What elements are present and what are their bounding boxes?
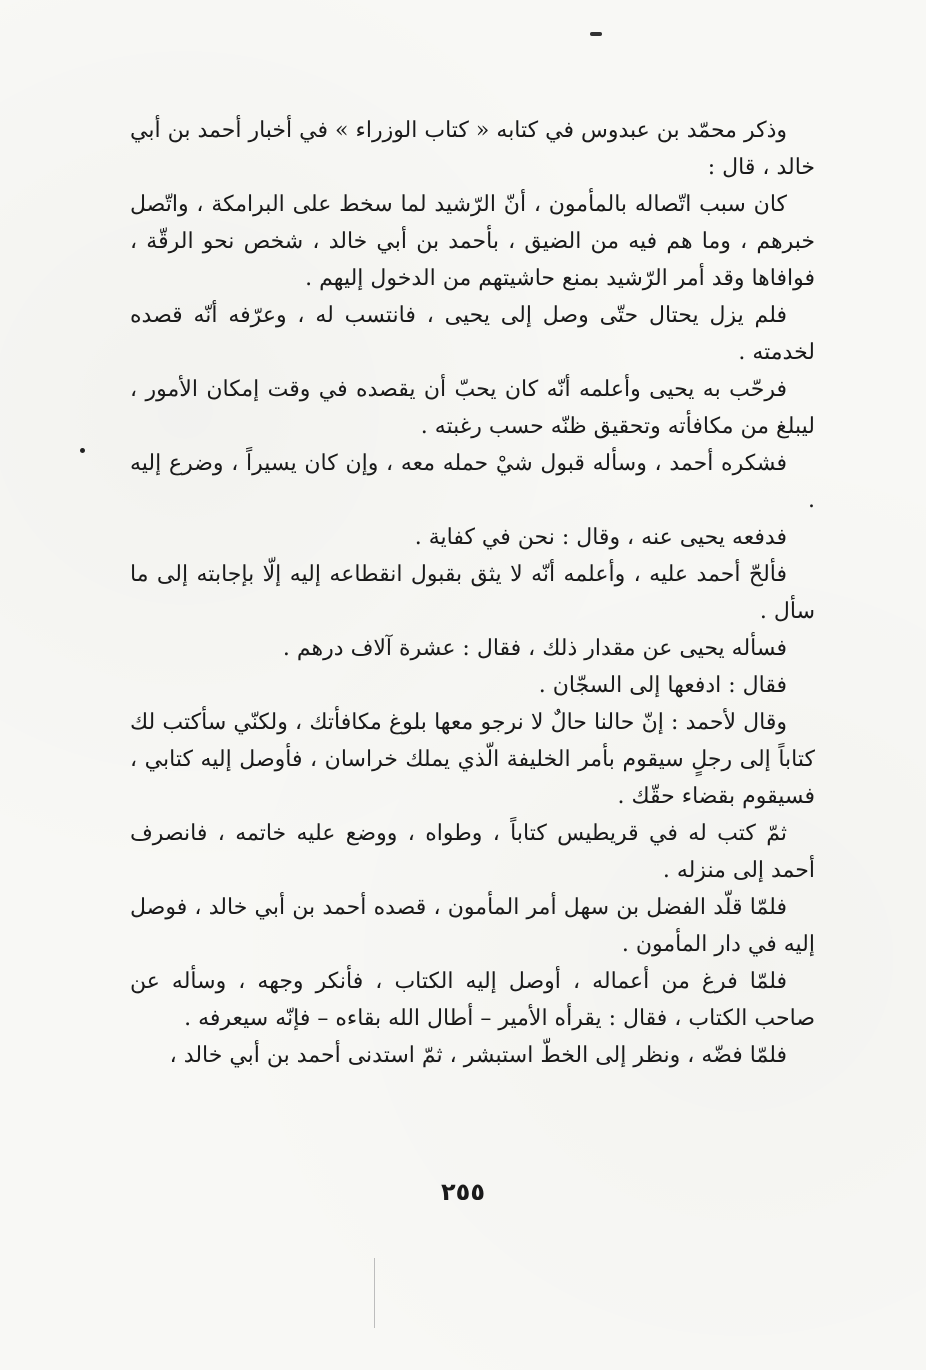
top-mark bbox=[590, 32, 602, 36]
body-text bbox=[130, 112, 815, 1074]
paragraph: فدفعه يحيى عنه ، وقال : نحن في كفاية . bbox=[414, 525, 787, 550]
paragraph: وقال لأحمد : إنّ حالنا حالٌ لا نرجو معها بلوغ مكافأتك ، ولكنّي سأكتب لك كتاباً إلى رجلٍ سيقوم بأمر الخليفة الّذي يملك خراسان ، فأوصل إليه كتابي ، فسيقوم بقضاء حقّك . bbox=[130, 710, 815, 809]
paragraph: فلم يزل يحتال حتّى وصل إلى يحيى ، فانتسب له ، وعرّفه أنّه قصده لخدمته . bbox=[130, 303, 815, 365]
ink-speck bbox=[80, 448, 85, 453]
paragraph: فسأله يحيى عن مقدار ذلك ، فقال : عشرة آلاف درهم . bbox=[282, 636, 787, 661]
page-number: ٢٥٥ bbox=[441, 1178, 485, 1206]
paragraph: فلمّا فرغ من أعماله ، أوصل إليه الكتاب ، فأنكر وجهه ، وسأله عن صاحب الكتاب ، فقال : يقرأه الأمير – أطال الله بقاءه – فإنّه سيعرفه . bbox=[130, 969, 815, 1031]
paragraph: فشكره أحمد ، وسأله قبول شيْ حمله معه ، وإن كان يسيراً ، وضرع إليه . bbox=[130, 451, 815, 513]
paragraph: فألحّ أحمد عليه ، وأعلمه أنّه لا يثق بقبول انقطاعه إليه إلّا بإجابته إلى ما سأل . bbox=[130, 562, 815, 624]
paragraph: فقال : ادفعها إلى السجّان . bbox=[538, 673, 787, 698]
paragraph: وذكر محمّد بن عبدوس في كتابه « كتاب الوزراء » في أخبار أحمد بن أبي خالد ، قال : bbox=[130, 118, 815, 180]
paragraph: فرحّب به يحيى وأعلمه أنّه كان يحبّ أن يقصده في وقت إمكان الأمور ، ليبلغ من مكافأته وتحقيق ظنّه حسب رغبته . bbox=[130, 377, 815, 439]
paragraph: كان سبب اتّصاله بالمأمون ، أنّ الرّشيد لما سخط على البرامكة ، واتّصل خبرهم ، وما هم فيه من الضيق ، بأحمد بن أبي خالد ، شخص نحو الرقّة ، فوافاها وقد أمر الرّشيد بمنع حاشيتهم من الدخول إليهم . bbox=[130, 192, 815, 291]
paragraph: ثمّ كتب له في قريطيس كتاباً ، وطواه ، ووضع عليه خاتمه ، فانصرف أحمد إلى منزله . bbox=[130, 821, 815, 883]
scan-artifact-line bbox=[374, 1258, 375, 1328]
paragraph: فلمّا فضّه ، ونظر إلى الخطّ استبشر ، ثمّ استدنى أحمد بن أبي خالد ، bbox=[169, 1043, 787, 1068]
paragraph: فلمّا قلّد الفضل بن سهل أمر المأمون ، قصده أحمد بن أبي خالد ، فوصل إليه في دار المأمون . bbox=[130, 895, 815, 957]
